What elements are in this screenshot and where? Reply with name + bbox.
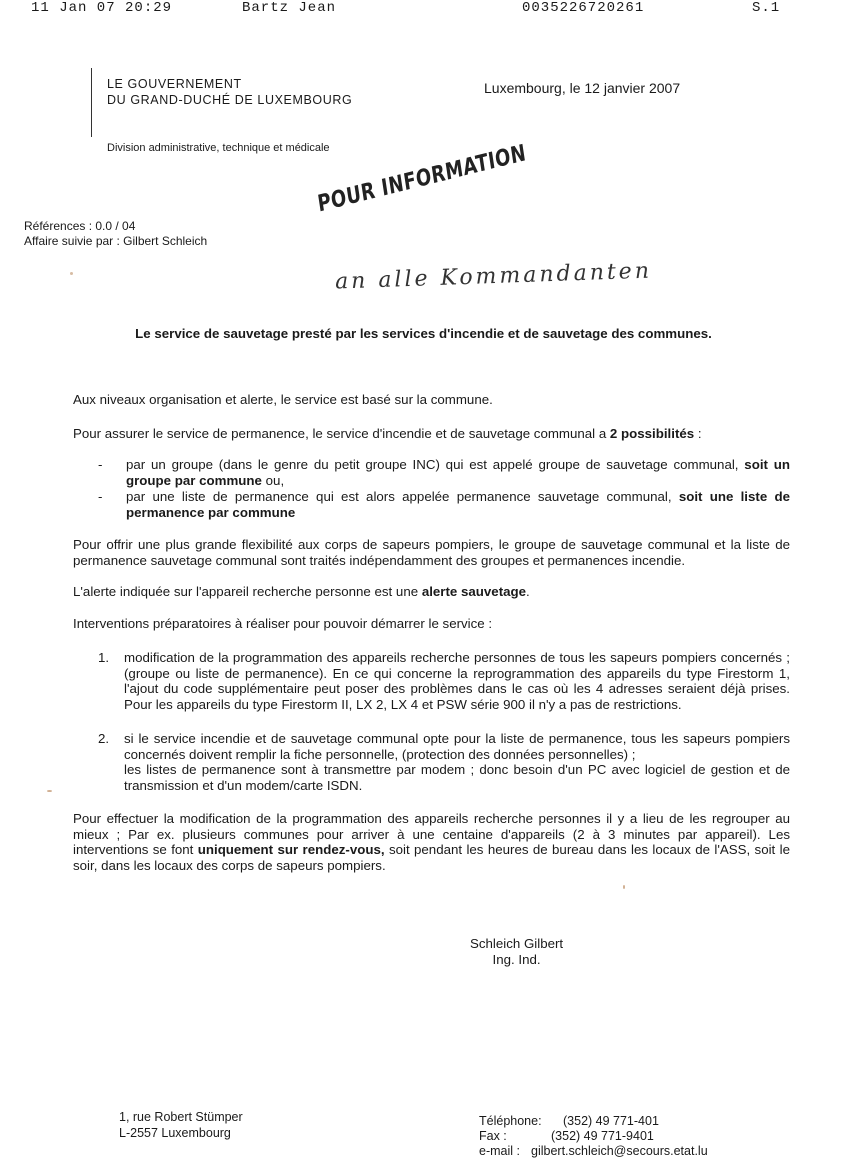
paragraph-1-text: Aux niveaux organisation et alerte, le service est basé sur la commune.: [73, 392, 493, 407]
references: [24, 219, 207, 249]
numbered-item-1: [98, 650, 790, 712]
paragraph-2-text: Pour assurer le service de permanence, le service d'incendie et de sauvetage communal a: [73, 426, 610, 441]
bullet-marker: -: [98, 457, 103, 472]
bullet-1-text: par un groupe (dans le genre du petit groupe INC) qui est appelé groupe de sauvetage communal,: [126, 457, 745, 472]
division-name: Division administrative, technique et médicale: [107, 142, 330, 154]
signature-block: [470, 936, 563, 968]
phone-number: (352) 49 771-401: [563, 1114, 659, 1128]
paragraph-2-bold: 2 possibilités: [609, 426, 695, 441]
email-label: e-mail :: [479, 1144, 520, 1158]
footer-contact: [479, 1114, 708, 1159]
fax-number: 0035226720261: [522, 0, 645, 16]
phone-label: Téléphone:: [479, 1114, 542, 1128]
paragraph-5-text: Interventions préparatoires à réaliser pour pouvoir démarrer le service :: [73, 616, 493, 631]
numbered-item-2: [98, 731, 790, 793]
letterhead-rule: [91, 68, 92, 137]
paragraph-6-bold: uniquement sur rendez-vous,: [197, 842, 385, 857]
bullet-marker: -: [98, 489, 103, 504]
fax-datetime: 11 Jan 07 20:29: [31, 0, 173, 16]
scan-speck: [623, 885, 625, 889]
bullet-2-text: par une liste de permanence qui est alors appelée permanence sauvetage communal,: [126, 489, 679, 504]
paragraph-2-end: :: [694, 426, 702, 441]
letterhead: [107, 76, 352, 108]
address-line-2: L-2557 Luxembourg: [119, 1125, 231, 1140]
bullet-item-2: [98, 489, 790, 520]
reference-number: Références : 0.0 / 04: [24, 219, 136, 233]
address-line-1: 1, rue Robert Stümper: [119, 1110, 243, 1124]
handwritten-note: an alle Kommandanten: [334, 258, 653, 295]
paragraph-4-text: L'alerte indiquée sur l'appareil recherche personne est une: [73, 584, 422, 599]
numbered-item-1-text: modification de la programmation des appareils recherche personnes de tous les sapeurs pompiers concernés ; (groupe ou liste de permanence). En ce qui concerne la reprogrammation des appareils du type Firestorm 1, l'ajout du code supplémentaire peut poser des problèmes dans le cas où les 4 adresses seraient déjà prises. Pour les appareils du type Firestorm II, LX 2, LX 4 et PSW série 900 il n'y a pas de restrictions.: [124, 650, 790, 712]
date-line: Luxembourg, le 12 janvier 2007: [484, 80, 681, 96]
email-address: gilbert.schleich@secours.etat.lu: [531, 1144, 708, 1158]
paragraph-6-end: soit pendant les heures de bureau dans les locaux de l'ASS, soit le soir, dans les locaux des corps de sapeurs pompiers.: [73, 842, 790, 873]
fax-sender: Bartz Jean: [242, 0, 337, 16]
numbered-marker-2: 2.: [98, 731, 110, 746]
numbered-item-2-continuation: les listes de permanence sont à transmettre par modem ; donc besoin d'un PC avec logiciel de gestion et de transmission et d'un modem/carte ISDN.: [124, 762, 790, 793]
paragraph-2: [73, 426, 790, 442]
bullet-2-bold: soit une liste de permanence par commune: [126, 489, 790, 520]
fax-row: [479, 1129, 654, 1144]
phone-row: [479, 1114, 659, 1129]
bullet-item-1: [98, 457, 790, 488]
numbered-item-2-text: si le service incendie et de sauvetage communal opte pour la liste de permanence, tous les sapeurs pompiers concernés doivent remplir la fiche personnelle, (protection des données personnelles) ;: [124, 731, 790, 762]
paragraph-3-text: Pour offrir une plus grande flexibilité aux corps de sapeurs pompiers, le groupe de sauvetage communal et la liste de permanence sauvetage communal sont traités indépendamment des groupes et permanences incendie.: [73, 537, 790, 568]
paragraph-6: [73, 811, 790, 873]
email-row: [479, 1144, 708, 1159]
numbered-marker-1: 1.: [98, 650, 110, 665]
paragraph-6-text: Pour effectuer la modification de la programmation des appareils recherche personnes il y a lieu de les regrouper au mieux ; Par ex. plusieurs communes pour arriver à une centaine d'appareils (2 à 3 minutes par appareil). Les interventions se font: [73, 811, 790, 857]
letterhead-line2: DU GRAND-DUCHÉ DE LUXEMBOURG: [107, 93, 353, 107]
signature-title: Ing. Ind.: [492, 952, 541, 967]
paragraph-3: [73, 537, 790, 568]
letterhead-line1: LE GOUVERNEMENT: [107, 77, 242, 91]
fax-page: S.1: [752, 0, 781, 16]
scan-speck: [70, 272, 73, 275]
paragraph-4: [73, 584, 790, 600]
fax-number-footer: (352) 49 771-9401: [551, 1129, 654, 1143]
signature-name: Schleich Gilbert: [470, 936, 564, 951]
bullet-1-bold: soit un groupe par commune: [126, 457, 790, 488]
subject-line: Le service de sauvetage presté par les services d'incendie et de sauvetage des communes.: [135, 326, 712, 341]
paragraph-4-end: .: [526, 584, 530, 599]
paragraph-1: [73, 392, 790, 408]
handled-by: Affaire suivie par : Gilbert Schleich: [24, 234, 208, 248]
paragraph-4-bold: alerte sauvetage: [421, 584, 527, 599]
fax-label: Fax :: [479, 1129, 507, 1143]
footer-address: [119, 1110, 243, 1141]
bullet-1-end: ou,: [261, 472, 285, 488]
information-stamp: POUR INFORMATION: [316, 140, 528, 218]
paragraph-5: [73, 616, 790, 632]
scan-speck: [47, 790, 52, 792]
